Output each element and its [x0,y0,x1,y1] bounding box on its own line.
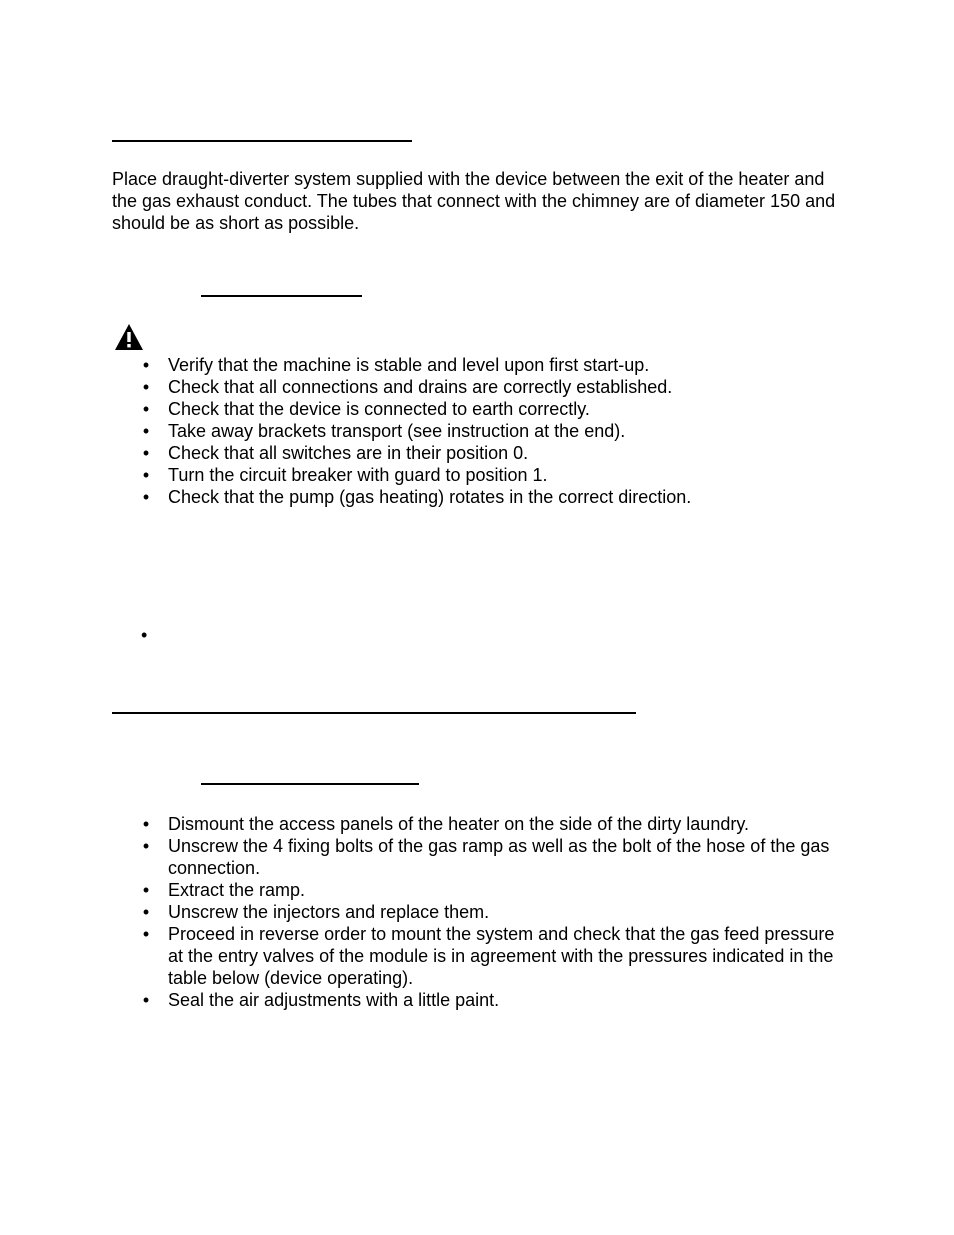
bullet-icon: • [142,487,150,507]
list-item: • Take away brackets transport (see instruction at the end). [142,421,626,441]
list-item: • Verify that the machine is stable and level upon first start-up. [142,355,650,375]
bullet-icon: • [142,399,150,419]
bullet-icon: • [142,902,150,922]
heading-underline-3 [112,712,636,714]
draught-diverter-paragraph: Place draught-diverter system supplied with the device between the exit of the heater and the gas exhaust conduct. The tubes that connect with the chimney are of diameter 150 and should be as short as possible. [112,169,836,233]
warning-triangle-icon [114,323,144,351]
injector-replacement-steps [0,813,835,1011]
bullet-icon: • [142,421,150,441]
bullet-icon: • [142,990,150,1010]
bullet-icon: • [142,465,150,485]
bullet-icon: • [142,836,150,856]
list-item: • Check that all switches are in their position 0. [142,443,529,463]
empty-bullet-icon: • [141,625,148,645]
startup-checklist [0,354,860,508]
list-item: • Unscrew the 4 fixing bolts of the gas ramp as well as the bolt of the hose of the gas connection. [142,836,830,878]
bullet-icon: • [142,924,150,944]
bullet-icon: • [142,443,150,463]
heading-underline-1 [112,140,412,142]
list-item: • Seal the air adjustments with a little paint. [142,990,500,1010]
bullet-icon: • [142,377,150,397]
list-item: • Check that the pump (gas heating) rotates in the correct direction. [142,487,692,507]
list-item: • Extract the ramp. [142,880,306,900]
subheading-underline-2 [201,295,362,297]
list-item: • Proceed in reverse order to mount the system and check that the gas feed pressure at the entry valves of the module is in agreement with the pressures indicated in the table below (device operating). [142,924,835,988]
subheading-underline-3 [201,783,419,785]
list-item: • Turn the circuit breaker with guard to position 1. [142,465,548,485]
bullet-icon: • [142,355,150,375]
list-item: • Check that all connections and drains are correctly established. [142,377,673,397]
list-item: • Dismount the access panels of the heater on the side of the dirty laundry. [142,814,750,834]
bullet-icon: • [142,880,150,900]
bullet-icon: • [142,814,150,834]
list-item: • Check that the device is connected to earth correctly. [142,399,590,419]
list-item: • Unscrew the injectors and replace them. [142,902,490,922]
